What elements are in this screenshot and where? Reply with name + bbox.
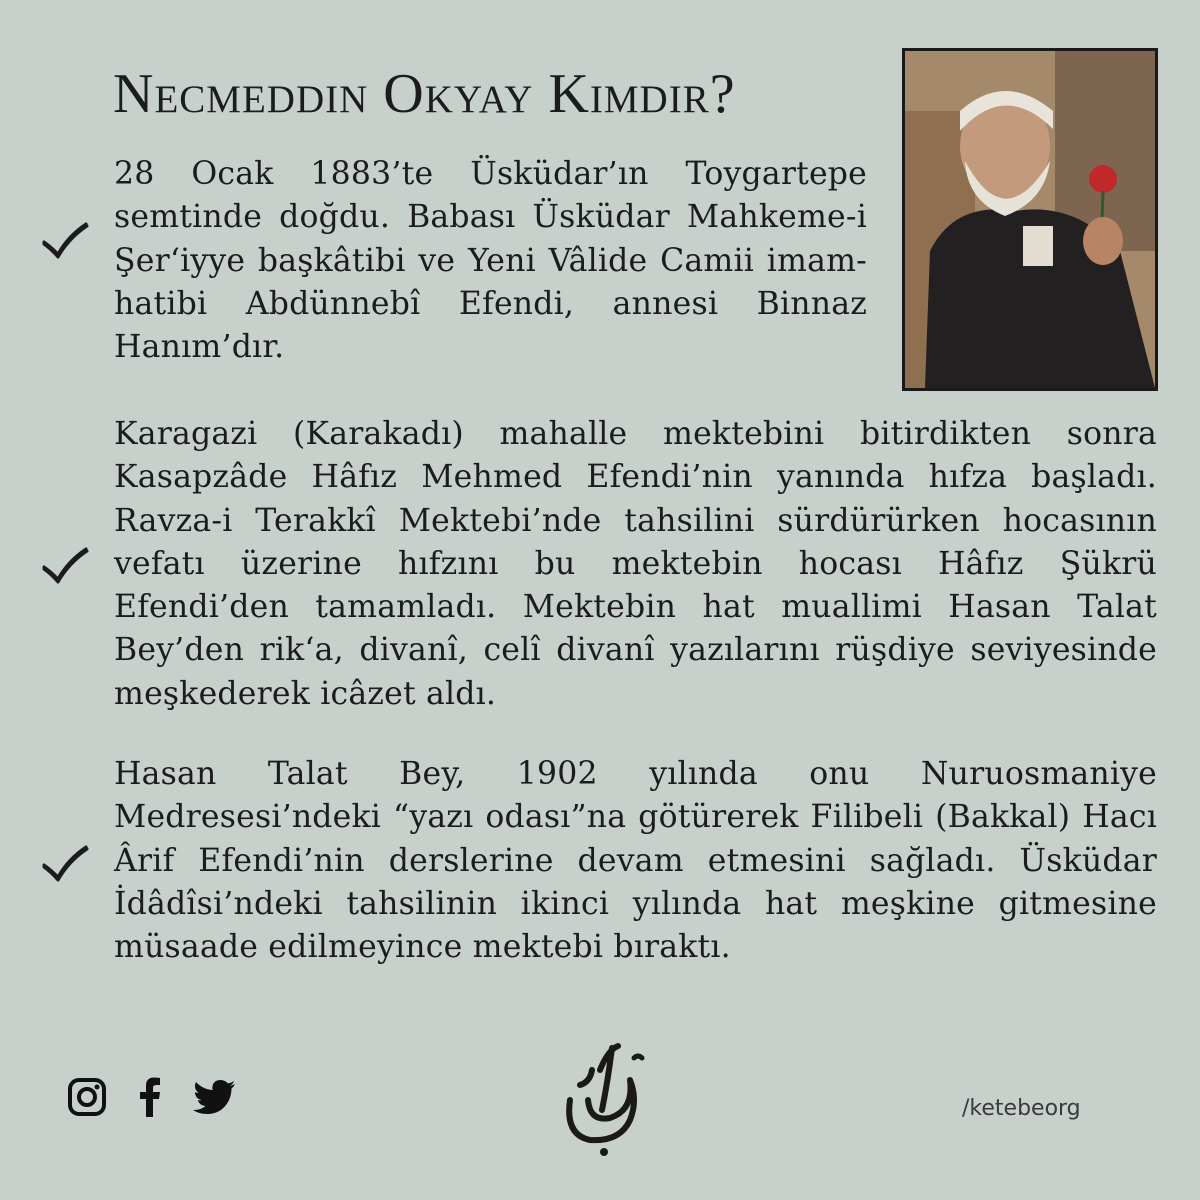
social-handle[interactable]: /ketebeorg bbox=[962, 1096, 1081, 1121]
page-title: Necmeddin Okyay Kimdir? bbox=[113, 63, 736, 125]
paragraph-education: Karagazi (Karakadı) mahalle mektebini bitirdikten sonra Kasapzâde Hâfız Mehmed Efendi’nin yanında hıfza başladı. Ravza-i Terakkî Mektebi’nde tahsilini sürdürürken hocasının vefatı üzerine hıfzını bu mektebin hocası Hâfız Şükrü Efendi’den tamamladı. Mektebin hat muallimi Hasan Talat Bey’den rik‘a, divanî, celî divanî yazılarını rüşdiye seviyesinde meşkederek icâzet aldı. bbox=[114, 416, 1157, 712]
portrait-photo bbox=[902, 48, 1158, 391]
checkmark-icon bbox=[40, 220, 90, 260]
twitter-icon[interactable] bbox=[193, 1077, 236, 1117]
paragraph-birth: 28 Ocak 1883’te Üsküdar’ın Toygartepe semtinde doğdu. Babası Üsküdar Mahkeme-i Şer‘iyye başkâtibi ve Yeni Vâlide Camii imam-hatibi Abdünnebî Efendi, annesi Binnaz Hanım’dır. bbox=[114, 156, 867, 366]
instagram-icon[interactable] bbox=[67, 1077, 107, 1117]
facebook-icon[interactable] bbox=[138, 1077, 162, 1117]
ketebe-logo bbox=[560, 1040, 650, 1160]
checkmark-icon bbox=[40, 545, 90, 585]
paragraph-calligraphy: Hasan Talat Bey, 1902 yılında onu Nuruosmaniye Medresesi’ndeki “yazı odası”na götürerek Filibeli (Bakkal) Hacı Ârif Efendi’nin derslerine devam etmesini sağladı. Üsküdar İdâdîsi’ndeki tahsilinin ikinci yılında hat meşkine gitmesine müsaade edilmeyince mektebi bıraktı. bbox=[114, 756, 1157, 966]
checkmark-icon bbox=[40, 843, 90, 883]
